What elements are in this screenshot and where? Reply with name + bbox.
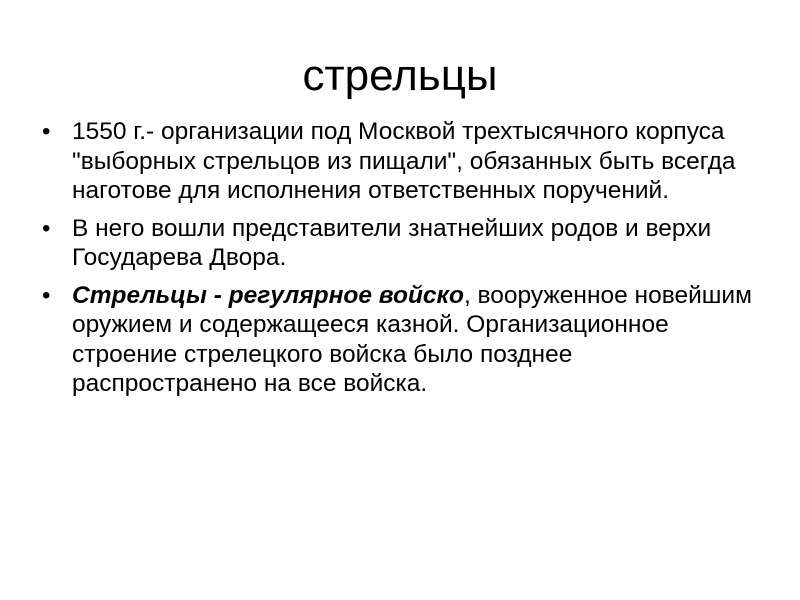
bullet-text: , вооруженное новейшим оружием и содержащееся казной. Организационное строение стрелецкого войска было позднее распространено на все войска. (72, 281, 752, 397)
bullet-list (40, 117, 760, 407)
bullet-text: 1550 г.- организации под Москвой трехтысячного корпуса "выборных стрельцов из пищали", обязанных быть всегда наготове для исполнения ответственных поручений. (72, 118, 736, 204)
slide-title: стрельцы (302, 51, 498, 100)
bullet-item-regular-army (40, 281, 760, 399)
bullet-item-members (40, 214, 760, 273)
bullet-text: В него вошли представители знатнейших родов и верхи Государева Двора. (72, 214, 712, 271)
bullet-item-1550 (40, 117, 760, 206)
bullet-icon: • (42, 118, 51, 145)
bullet-emphasis: Стрельцы - регулярное войско (72, 281, 464, 309)
bullet-icon: • (42, 281, 51, 309)
bullet-icon: • (42, 214, 51, 242)
